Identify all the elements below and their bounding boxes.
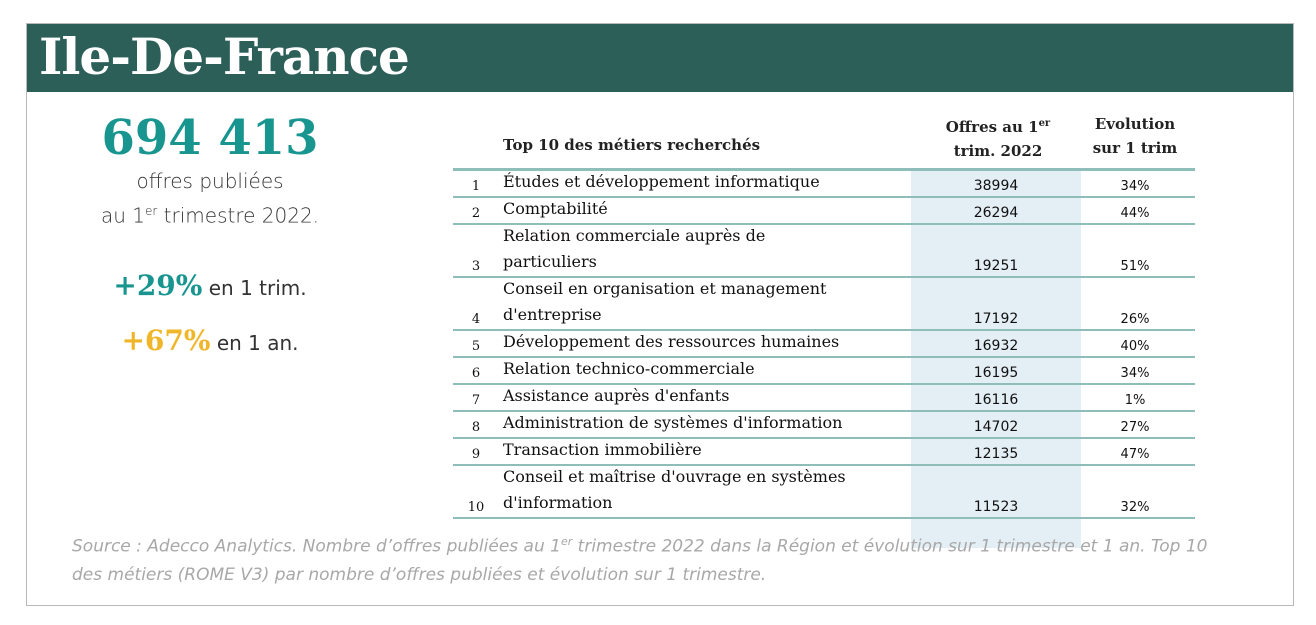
period-sup: er [144,204,158,218]
table-row [453,412,1195,439]
table-row [453,331,1195,358]
row-job-line1: Comptabilité [503,199,608,218]
row-rank: 2 [471,206,481,221]
trim-change-value: +29% [113,268,203,302]
period-suffix: trimestre 2022. [157,203,320,228]
row-job-line1: Études et développement informatique [503,172,820,191]
row-job [503,196,903,222]
header-evol-line1: Evolution [1094,115,1176,133]
row-job [503,383,903,409]
row-job-line1: Développement des ressources humaines [503,332,840,351]
row-job [503,169,903,195]
row-offres: 16195 [973,365,1019,381]
source-part1: Source : Adecco Analytics. Nombre d’offres publiées au 1 [72,536,561,557]
row-job [503,437,903,463]
table-row [453,198,1195,225]
row-evolution: 40% [1120,339,1150,354]
table-header-evolution [1085,112,1185,160]
row-offres: 26294 [973,205,1019,221]
row-job [503,276,903,328]
row-job [503,223,903,275]
row-rank: 3 [471,259,481,274]
offers-label: offres publiées [136,169,284,193]
table-row [453,466,1195,519]
row-evolution: 44% [1120,206,1150,221]
row-job-line1: Relation commerciale auprès de [503,226,766,245]
row-offres: 12135 [973,446,1019,462]
header-offres-line2: trim. 2022 [953,142,1043,160]
row-rank: 4 [471,312,481,327]
row-rank: 7 [471,393,481,408]
period-label [60,196,360,231]
region-title: Ile-De-France [39,27,409,86]
row-evolution: 47% [1120,447,1150,462]
row-offres: 11523 [973,499,1019,515]
year-change-label: en 1 an. [210,330,299,355]
region-banner [27,24,1293,92]
row-job-line1: Transaction immobilière [503,440,702,459]
row-job [503,356,903,382]
period-prefix: au 1 [100,203,145,228]
row-job-line1: Administration de systèmes d'information [503,413,843,432]
source-part2: trimestre 2022 dans la Région et évolution sur 1 trimestre et 1 an. Top 10 des métiers (ROME V3) par nombre d’offres publiées et évolution sur 1 trimestre. [72,536,1208,585]
table-header-title: Top 10 des métiers recherchés [503,136,761,154]
row-job-line1: Conseil et maîtrise d'ouvrage en systèmes [503,467,846,486]
row-offres: 19251 [973,258,1019,274]
row-rank: 9 [471,447,481,462]
row-job-line1: Conseil en organisation et management [503,279,827,298]
table-row [453,358,1195,385]
row-evolution: 26% [1120,312,1150,327]
table-header-offres [923,112,1073,163]
row-rank: 5 [471,339,481,354]
year-change-stat [60,324,360,357]
total-offers: 694 413 [101,110,319,166]
row-rank: 6 [471,366,481,381]
row-offres: 16932 [973,338,1019,354]
header-offres-line1: Offres au 1 [945,118,1039,136]
row-evolution: 1% [1124,393,1146,408]
row-job [503,329,903,355]
row-offres: 38994 [973,178,1019,194]
row-evolution: 51% [1120,259,1150,274]
trim-change-stat [60,269,360,302]
table-row [453,225,1195,278]
row-evolution: 27% [1120,420,1150,435]
table-row [453,278,1195,331]
row-rank: 1 [471,179,481,194]
source-note [72,528,1222,589]
row-offres: 17192 [973,311,1019,327]
row-offres: 14702 [973,419,1019,435]
source-sup: er [560,535,573,548]
row-job-line2: d'entreprise [503,305,602,324]
year-change-value: +67% [121,323,211,357]
row-rank: 10 [467,500,485,515]
row-evolution: 34% [1120,366,1150,381]
trim-change-label: en 1 trim. [202,275,307,300]
row-job-line1: Assistance auprès d'enfants [503,386,730,405]
row-job [503,464,903,516]
row-job-line2: d'information [503,493,613,512]
row-offres: 16116 [973,392,1019,408]
table-row [453,385,1195,412]
table-row [453,439,1195,466]
row-evolution: 32% [1120,500,1150,515]
row-job [503,410,903,436]
row-job-line1: Relation technico-commerciale [503,359,755,378]
header-offres-sup: er [1038,118,1051,129]
header-evol-line2: sur 1 trim [1092,139,1178,157]
summary-panel [60,110,360,357]
row-rank: 8 [471,420,481,435]
row-job-line2: particuliers [503,252,597,271]
row-evolution: 34% [1120,179,1150,194]
table-row [453,171,1195,198]
